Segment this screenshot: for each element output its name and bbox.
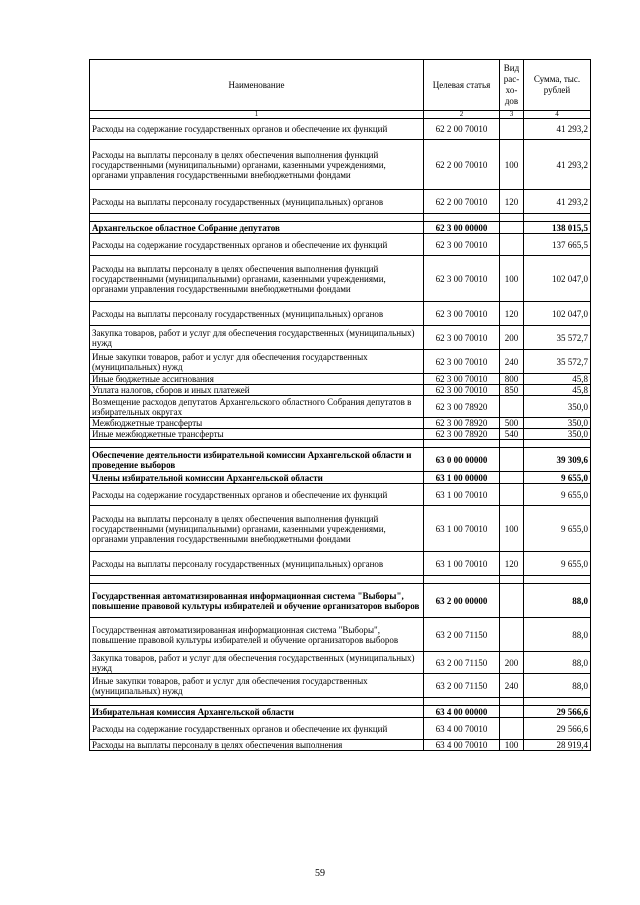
row-name: Расходы на выплаты персоналу государственных (муниципальных) органов xyxy=(90,302,424,326)
row-code: 62 3 00 70010 xyxy=(424,234,500,256)
table-row xyxy=(90,718,591,740)
row-vid: 240 xyxy=(500,350,524,374)
row-name: Избирательная комиссия Архангельской области xyxy=(90,706,424,718)
row-vid xyxy=(500,222,524,234)
row-vid: 120 xyxy=(500,190,524,214)
header-sum: Сумма, тыс. рублей xyxy=(524,60,591,111)
row-name: Расходы на выплаты персоналу в целях обеспечения выполнения функций государственными (муниципальными) органами, казенными учреждениями, органами управления государственными внебюджетными фондами xyxy=(90,140,424,190)
row-vid: 540 xyxy=(500,429,524,440)
row-sum: 9 655,0 xyxy=(524,506,591,552)
row-name: Уплата налогов, сборов и иных платежей xyxy=(90,385,424,396)
row-sum: 35 572,7 xyxy=(524,350,591,374)
row-vid xyxy=(500,448,524,472)
row-name: Архангельское областное Собрание депутатов xyxy=(90,222,424,234)
row-code: 62 2 00 70010 xyxy=(424,140,500,190)
row-name: Члены избирательной комиссии Архангельской области xyxy=(90,472,424,484)
row-code: 63 2 00 00000 xyxy=(424,584,500,618)
table-row xyxy=(90,652,591,674)
row-vid: 100 xyxy=(500,740,524,751)
row-vid: 120 xyxy=(500,302,524,326)
table-row xyxy=(90,706,591,718)
row-code: 63 4 00 70010 xyxy=(424,718,500,740)
row-code: 63 1 00 70010 xyxy=(424,552,500,576)
table-row xyxy=(90,350,591,374)
row-sum: 41 293,2 xyxy=(524,140,591,190)
table-row xyxy=(90,190,591,214)
row-name: Расходы на выплаты персоналу в целях обеспечения выполнения функций государственными (муниципальными) органами, казенными учреждениями, органами управления государственными внебюджетными фондами xyxy=(90,506,424,552)
header-vid: Вид рас-хо-дов xyxy=(500,60,524,111)
row-sum: 138 015,5 xyxy=(524,222,591,234)
row-code: 62 3 00 70010 xyxy=(424,302,500,326)
column-number-row xyxy=(90,111,591,119)
spacer-row xyxy=(90,576,591,584)
table-row xyxy=(90,374,591,385)
table-row xyxy=(90,256,591,302)
row-vid xyxy=(500,396,524,418)
row-sum: 350,0 xyxy=(524,418,591,429)
table-row xyxy=(90,119,591,140)
row-sum: 350,0 xyxy=(524,396,591,418)
row-sum: 28 919,4 xyxy=(524,740,591,751)
budget-table xyxy=(89,59,591,751)
row-name: Расходы на выплаты персоналу государственных (муниципальных) органов xyxy=(90,552,424,576)
table-row xyxy=(90,484,591,506)
table-row xyxy=(90,506,591,552)
column-number: 1 xyxy=(90,111,424,119)
spacer-row xyxy=(90,214,591,222)
row-vid: 800 xyxy=(500,374,524,385)
row-sum: 88,0 xyxy=(524,618,591,652)
row-sum: 41 293,2 xyxy=(524,190,591,214)
row-code: 63 4 00 00000 xyxy=(424,706,500,718)
column-number: 3 xyxy=(500,111,524,119)
row-sum: 39 309,6 xyxy=(524,448,591,472)
row-name: Расходы на выплаты персоналу в целях обеспечения выполнения xyxy=(90,740,424,751)
row-sum: 41 293,2 xyxy=(524,119,591,140)
row-name: Расходы на содержание государственных органов и обеспечение их функций xyxy=(90,718,424,740)
table-header-row xyxy=(90,60,591,111)
row-code: 63 2 00 71150 xyxy=(424,652,500,674)
row-sum: 88,0 xyxy=(524,674,591,698)
row-name: Межбюджетные трансферты xyxy=(90,418,424,429)
page-number: 59 xyxy=(315,868,325,879)
header-name: Наименование xyxy=(90,60,424,111)
row-sum: 29 566,6 xyxy=(524,718,591,740)
table-row xyxy=(90,234,591,256)
row-sum: 88,0 xyxy=(524,652,591,674)
row-sum: 9 655,0 xyxy=(524,552,591,576)
row-vid xyxy=(500,718,524,740)
row-code: 62 3 00 78920 xyxy=(424,429,500,440)
row-code: 63 1 00 70010 xyxy=(424,506,500,552)
row-vid: 200 xyxy=(500,326,524,350)
table-row xyxy=(90,222,591,234)
row-vid: 100 xyxy=(500,256,524,302)
row-vid: 850 xyxy=(500,385,524,396)
row-name: Расходы на содержание государственных органов и обеспечение их функций xyxy=(90,234,424,256)
row-vid: 200 xyxy=(500,652,524,674)
row-code: 63 1 00 70010 xyxy=(424,484,500,506)
row-sum: 350,0 xyxy=(524,429,591,440)
row-code: 62 3 00 78920 xyxy=(424,396,500,418)
row-code: 63 4 00 70010 xyxy=(424,740,500,751)
table-row xyxy=(90,429,591,440)
row-code: 62 3 00 00000 xyxy=(424,222,500,234)
row-vid: 100 xyxy=(500,140,524,190)
table-row xyxy=(90,448,591,472)
row-vid: 120 xyxy=(500,552,524,576)
table-row xyxy=(90,326,591,350)
table-row xyxy=(90,740,591,751)
row-code: 62 3 00 70010 xyxy=(424,385,500,396)
row-sum: 35 572,7 xyxy=(524,326,591,350)
row-name: Иные бюджетные ассигнования xyxy=(90,374,424,385)
column-number: 2 xyxy=(424,111,500,119)
row-code: 62 2 00 70010 xyxy=(424,119,500,140)
table-row xyxy=(90,302,591,326)
row-code: 63 2 00 71150 xyxy=(424,674,500,698)
row-sum: 9 655,0 xyxy=(524,484,591,506)
row-name: Закупка товаров, работ и услуг для обеспечения государственных (муниципальных) нужд xyxy=(90,652,424,674)
row-vid xyxy=(500,706,524,718)
row-name: Закупка товаров, работ и услуг для обеспечения государственных (муниципальных) нужд xyxy=(90,326,424,350)
row-vid xyxy=(500,119,524,140)
row-code: 62 2 00 70010 xyxy=(424,190,500,214)
row-code: 63 0 00 00000 xyxy=(424,448,500,472)
table-row xyxy=(90,674,591,698)
row-sum: 102 047,0 xyxy=(524,256,591,302)
row-name: Расходы на выплаты персоналу в целях обеспечения выполнения функций государственными (муниципальными) органами, казенными учреждениями, органами управления государственными внебюджетными фондами xyxy=(90,256,424,302)
column-number: 4 xyxy=(524,111,591,119)
row-code: 63 1 00 00000 xyxy=(424,472,500,484)
table-row xyxy=(90,552,591,576)
row-name: Государственная автоматизированная информационная система "Выборы", повышение правовой культуры избирателей и обучение организаторов выборов xyxy=(90,618,424,652)
row-code: 62 3 00 70010 xyxy=(424,350,500,374)
row-sum: 102 047,0 xyxy=(524,302,591,326)
table-row xyxy=(90,618,591,652)
row-vid xyxy=(500,234,524,256)
row-vid: 240 xyxy=(500,674,524,698)
row-sum: 88,0 xyxy=(524,584,591,618)
row-name: Расходы на содержание государственных органов и обеспечение их функций xyxy=(90,484,424,506)
row-vid: 500 xyxy=(500,418,524,429)
row-name: Иные межбюджетные трансферты xyxy=(90,429,424,440)
row-name: Расходы на содержание государственных органов и обеспечение их функций xyxy=(90,119,424,140)
row-vid xyxy=(500,484,524,506)
table-row xyxy=(90,472,591,484)
row-name: Обеспечение деятельности избирательной комиссии Архангельской области и проведение выборов xyxy=(90,448,424,472)
row-vid: 100 xyxy=(500,506,524,552)
row-name: Иные закупки товаров, работ и услуг для обеспечения государственных (муниципальных) нужд xyxy=(90,350,424,374)
row-code: 62 3 00 70010 xyxy=(424,256,500,302)
row-code: 63 2 00 71150 xyxy=(424,618,500,652)
row-sum: 29 566,6 xyxy=(524,706,591,718)
row-name: Расходы на выплаты персоналу государственных (муниципальных) органов xyxy=(90,190,424,214)
header-target: Целевая статья xyxy=(424,60,500,111)
row-vid xyxy=(500,584,524,618)
row-name: Иные закупки товаров, работ и услуг для обеспечения государственных (муниципальных) нужд xyxy=(90,674,424,698)
row-name: Возмещение расходов депутатов Архангельского областного Собрания депутатов в избирательных округах xyxy=(90,396,424,418)
table-row xyxy=(90,418,591,429)
row-sum: 45,8 xyxy=(524,374,591,385)
table-row xyxy=(90,140,591,190)
spacer-row xyxy=(90,440,591,448)
row-code: 62 3 00 78920 xyxy=(424,418,500,429)
row-sum: 9 655,0 xyxy=(524,472,591,484)
table-row xyxy=(90,396,591,418)
row-vid xyxy=(500,472,524,484)
table-row xyxy=(90,385,591,396)
table-row xyxy=(90,584,591,618)
row-vid xyxy=(500,618,524,652)
row-code: 62 3 00 70010 xyxy=(424,374,500,385)
row-sum: 45,8 xyxy=(524,385,591,396)
row-name: Государственная автоматизированная информационная система "Выборы", повышение правовой культуры избирателей и обучение организаторов выборов xyxy=(90,584,424,618)
row-sum: 137 665,5 xyxy=(524,234,591,256)
row-code: 62 3 00 70010 xyxy=(424,326,500,350)
spacer-row xyxy=(90,698,591,706)
